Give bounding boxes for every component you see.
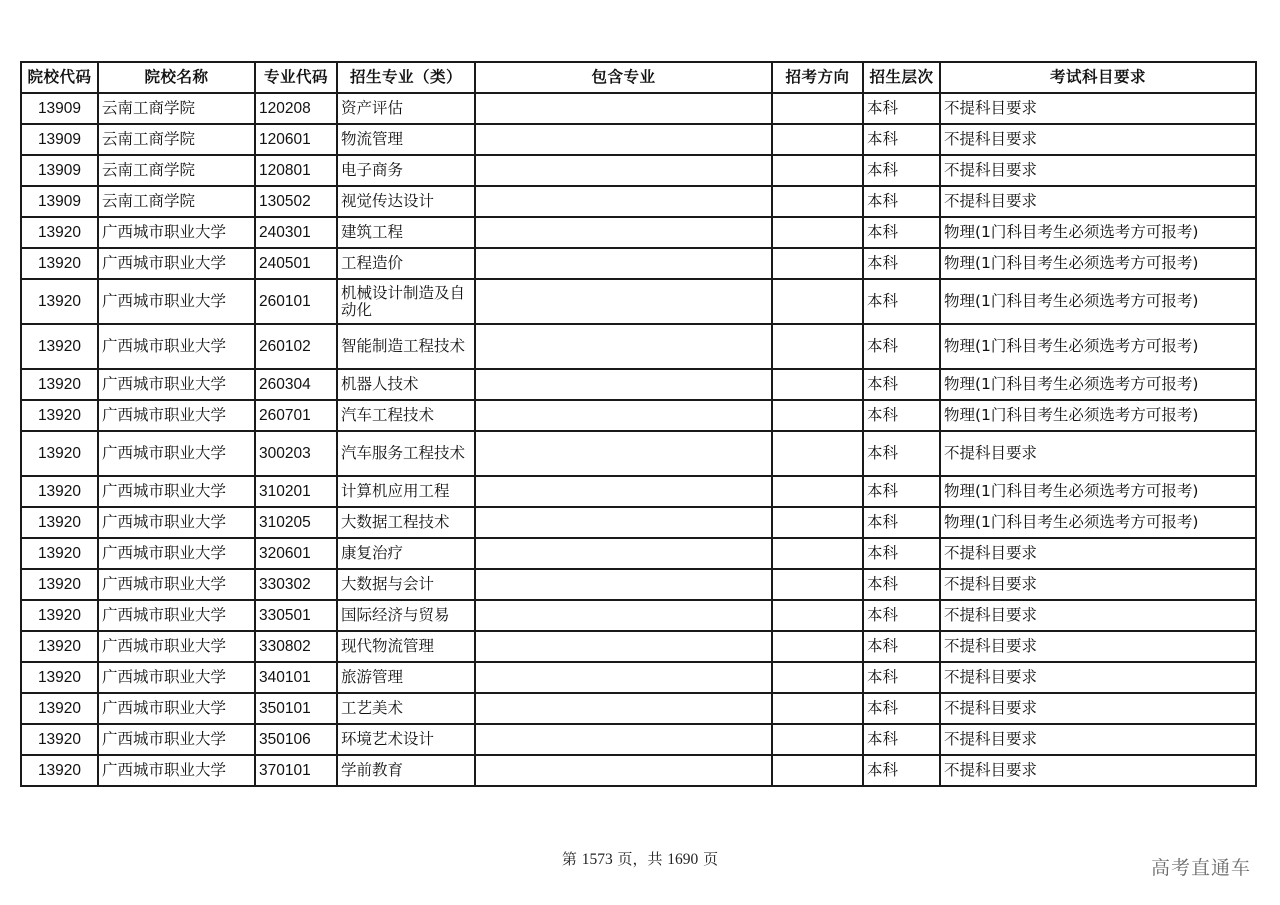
- cell-major: 机械设计制造及自动化: [337, 279, 475, 324]
- table-row: [21, 279, 1256, 324]
- cell-school-name: 广西城市职业大学: [98, 693, 255, 724]
- cell-school-code: 13920: [21, 538, 98, 569]
- cell-direction: [772, 279, 863, 324]
- cell-major-code: 260102: [255, 324, 337, 369]
- cell-direction: [772, 324, 863, 369]
- cell-level: 本科: [863, 248, 940, 279]
- cell-major: 国际经济与贸易: [337, 600, 475, 631]
- cell-school-name: 广西城市职业大学: [98, 755, 255, 786]
- cell-level: 本科: [863, 724, 940, 755]
- cell-major: 工艺美术: [337, 693, 475, 724]
- cell-major-code: 240301: [255, 217, 337, 248]
- cell-included-majors: [475, 217, 772, 248]
- cell-included-majors: [475, 755, 772, 786]
- header-direction: 招考方向: [772, 62, 863, 93]
- cell-school-name: 广西城市职业大学: [98, 600, 255, 631]
- cell-direction: [772, 507, 863, 538]
- cell-requirement: 不提科目要求: [940, 538, 1256, 569]
- cell-school-code: 13920: [21, 248, 98, 279]
- cell-included-majors: [475, 538, 772, 569]
- cell-major-code: 310201: [255, 476, 337, 507]
- cell-requirement: 物理(1门科目考生必须选考方可报考): [940, 507, 1256, 538]
- cell-school-code: 13920: [21, 600, 98, 631]
- cell-school-name: 云南工商学院: [98, 155, 255, 186]
- cell-school-code: 13920: [21, 569, 98, 600]
- cell-major: 环境艺术设计: [337, 724, 475, 755]
- cell-school-code: 13920: [21, 662, 98, 693]
- cell-school-name: 广西城市职业大学: [98, 369, 255, 400]
- cell-level: 本科: [863, 476, 940, 507]
- watermark-text: 高考直通车: [1150, 857, 1251, 879]
- table-row: [21, 124, 1256, 155]
- cell-school-name: 广西城市职业大学: [98, 400, 255, 431]
- cell-level: 本科: [863, 431, 940, 476]
- current-page-number: 1573: [581, 851, 613, 868]
- cell-requirement: 物理(1门科目考生必须选考方可报考): [940, 400, 1256, 431]
- cell-included-majors: [475, 600, 772, 631]
- table-row: [21, 155, 1256, 186]
- cell-direction: [772, 400, 863, 431]
- table-row: [21, 431, 1256, 476]
- cell-direction: [772, 155, 863, 186]
- table-row: [21, 369, 1256, 400]
- cell-requirement: 不提科目要求: [940, 662, 1256, 693]
- cell-major: 现代物流管理: [337, 631, 475, 662]
- cell-school-code: 13920: [21, 755, 98, 786]
- cell-included-majors: [475, 124, 772, 155]
- cell-major: 康复治疗: [337, 538, 475, 569]
- cell-requirement: 物理(1门科目考生必须选考方可报考): [940, 369, 1256, 400]
- cell-level: 本科: [863, 400, 940, 431]
- cell-included-majors: [475, 476, 772, 507]
- cell-requirement: 不提科目要求: [940, 124, 1256, 155]
- cell-level: 本科: [863, 538, 940, 569]
- cell-included-majors: [475, 693, 772, 724]
- table-row: [21, 248, 1256, 279]
- cell-included-majors: [475, 369, 772, 400]
- cell-major: 建筑工程: [337, 217, 475, 248]
- cell-school-code: 13920: [21, 217, 98, 248]
- cell-major-code: 320601: [255, 538, 337, 569]
- header-level: 招生层次: [863, 62, 940, 93]
- cell-major-code: 300203: [255, 431, 337, 476]
- cell-school-code: 13920: [21, 400, 98, 431]
- table-row: [21, 693, 1256, 724]
- table-row: [21, 324, 1256, 369]
- cell-school-name: 广西城市职业大学: [98, 324, 255, 369]
- cell-included-majors: [475, 569, 772, 600]
- cell-requirement: 不提科目要求: [940, 755, 1256, 786]
- cell-level: 本科: [863, 755, 940, 786]
- header-major-code: 专业代码: [255, 62, 337, 93]
- cell-school-name: 广西城市职业大学: [98, 569, 255, 600]
- header-major: 招生专业（类）: [337, 62, 475, 93]
- cell-major: 电子商务: [337, 155, 475, 186]
- cell-major-code: 330302: [255, 569, 337, 600]
- header-included-majors: 包含专业: [475, 62, 772, 93]
- cell-major: 工程造价: [337, 248, 475, 279]
- cell-requirement: 不提科目要求: [940, 724, 1256, 755]
- cell-major: 大数据工程技术: [337, 507, 475, 538]
- cell-major: 智能制造工程技术: [337, 324, 475, 369]
- cell-direction: [772, 217, 863, 248]
- cell-major-code: 260101: [255, 279, 337, 324]
- cell-school-name: 广西城市职业大学: [98, 248, 255, 279]
- cell-school-code: 13920: [21, 507, 98, 538]
- cell-direction: [772, 662, 863, 693]
- cell-included-majors: [475, 400, 772, 431]
- table-header: [21, 62, 1256, 93]
- footer-middle: 页，共: [617, 850, 663, 868]
- cell-school-name: 广西城市职业大学: [98, 724, 255, 755]
- cell-requirement: 不提科目要求: [940, 155, 1256, 186]
- cell-major-code: 350101: [255, 693, 337, 724]
- cell-direction: [772, 538, 863, 569]
- cell-level: 本科: [863, 662, 940, 693]
- cell-major-code: 330802: [255, 631, 337, 662]
- cell-school-name: 广西城市职业大学: [98, 217, 255, 248]
- cell-level: 本科: [863, 186, 940, 217]
- cell-direction: [772, 724, 863, 755]
- cell-direction: [772, 600, 863, 631]
- table-row: [21, 755, 1256, 786]
- cell-level: 本科: [863, 600, 940, 631]
- cell-school-name: 广西城市职业大学: [98, 507, 255, 538]
- cell-included-majors: [475, 324, 772, 369]
- cell-major-code: 350106: [255, 724, 337, 755]
- cell-school-code: 13920: [21, 631, 98, 662]
- cell-school-name: 广西城市职业大学: [98, 662, 255, 693]
- cell-school-code: 13920: [21, 279, 98, 324]
- cell-requirement: 物理(1门科目考生必须选考方可报考): [940, 324, 1256, 369]
- cell-major-code: 120801: [255, 155, 337, 186]
- cell-school-name: 云南工商学院: [98, 124, 255, 155]
- table-row: [21, 600, 1256, 631]
- cell-major: 资产评估: [337, 93, 475, 124]
- cell-level: 本科: [863, 155, 940, 186]
- cell-direction: [772, 248, 863, 279]
- cell-included-majors: [475, 279, 772, 324]
- cell-major: 视觉传达设计: [337, 186, 475, 217]
- cell-requirement: 物理(1门科目考生必须选考方可报考): [940, 217, 1256, 248]
- cell-included-majors: [475, 186, 772, 217]
- cell-school-code: 13909: [21, 155, 98, 186]
- cell-level: 本科: [863, 93, 940, 124]
- total-pages-number: 1690: [667, 851, 699, 868]
- cell-included-majors: [475, 724, 772, 755]
- cell-level: 本科: [863, 124, 940, 155]
- table-row: [21, 569, 1256, 600]
- cell-school-code: 13920: [21, 724, 98, 755]
- page-footer: [0, 848, 1280, 869]
- cell-included-majors: [475, 662, 772, 693]
- cell-direction: [772, 476, 863, 507]
- cell-level: 本科: [863, 693, 940, 724]
- cell-school-name: 广西城市职业大学: [98, 279, 255, 324]
- cell-direction: [772, 631, 863, 662]
- cell-major: 汽车服务工程技术: [337, 431, 475, 476]
- cell-level: 本科: [863, 507, 940, 538]
- cell-included-majors: [475, 431, 772, 476]
- cell-major: 汽车工程技术: [337, 400, 475, 431]
- cell-school-name: 广西城市职业大学: [98, 631, 255, 662]
- cell-major-code: 130502: [255, 186, 337, 217]
- cell-requirement: 物理(1门科目考生必须选考方可报考): [940, 476, 1256, 507]
- cell-school-code: 13920: [21, 431, 98, 476]
- footer-suffix: 页: [703, 850, 719, 868]
- cell-direction: [772, 124, 863, 155]
- cell-requirement: 不提科目要求: [940, 693, 1256, 724]
- cell-level: 本科: [863, 631, 940, 662]
- cell-included-majors: [475, 631, 772, 662]
- cell-school-code: 13909: [21, 124, 98, 155]
- cell-major: 计算机应用工程: [337, 476, 475, 507]
- table-row: [21, 538, 1256, 569]
- cell-major-code: 340101: [255, 662, 337, 693]
- cell-requirement: 不提科目要求: [940, 93, 1256, 124]
- admission-table: [20, 61, 1257, 787]
- header-school-name: 院校名称: [98, 62, 255, 93]
- cell-requirement: 不提科目要求: [940, 631, 1256, 662]
- cell-school-name: 云南工商学院: [98, 186, 255, 217]
- cell-major: 物流管理: [337, 124, 475, 155]
- header-requirement: 考试科目要求: [940, 62, 1256, 93]
- cell-major-code: 370101: [255, 755, 337, 786]
- cell-school-code: 13920: [21, 693, 98, 724]
- table-row: [21, 662, 1256, 693]
- cell-included-majors: [475, 93, 772, 124]
- table-row: [21, 631, 1256, 662]
- cell-requirement: 不提科目要求: [940, 569, 1256, 600]
- header-row: [21, 62, 1256, 93]
- table-row: [21, 186, 1256, 217]
- cell-major-code: 240501: [255, 248, 337, 279]
- cell-direction: [772, 569, 863, 600]
- cell-requirement: 不提科目要求: [940, 600, 1256, 631]
- cell-requirement: 不提科目要求: [940, 431, 1256, 476]
- cell-school-code: 13920: [21, 324, 98, 369]
- cell-school-code: 13920: [21, 369, 98, 400]
- table-row: [21, 724, 1256, 755]
- header-school-code: 院校代码: [21, 62, 98, 93]
- table-row: [21, 476, 1256, 507]
- cell-included-majors: [475, 155, 772, 186]
- cell-school-code: 13909: [21, 186, 98, 217]
- cell-major: 大数据与会计: [337, 569, 475, 600]
- table-row: [21, 507, 1256, 538]
- cell-direction: [772, 93, 863, 124]
- cell-school-name: 云南工商学院: [98, 93, 255, 124]
- footer-prefix: 第: [561, 850, 577, 868]
- cell-included-majors: [475, 507, 772, 538]
- cell-major-code: 260304: [255, 369, 337, 400]
- cell-requirement: 不提科目要求: [940, 186, 1256, 217]
- cell-level: 本科: [863, 217, 940, 248]
- cell-included-majors: [475, 248, 772, 279]
- cell-requirement: 物理(1门科目考生必须选考方可报考): [940, 279, 1256, 324]
- cell-level: 本科: [863, 569, 940, 600]
- cell-direction: [772, 186, 863, 217]
- cell-school-name: 广西城市职业大学: [98, 431, 255, 476]
- cell-requirement: 物理(1门科目考生必须选考方可报考): [940, 248, 1256, 279]
- table-row: [21, 93, 1256, 124]
- cell-major-code: 330501: [255, 600, 337, 631]
- cell-school-name: 广西城市职业大学: [98, 538, 255, 569]
- cell-direction: [772, 693, 863, 724]
- cell-major-code: 120208: [255, 93, 337, 124]
- table-row: [21, 217, 1256, 248]
- cell-level: 本科: [863, 279, 940, 324]
- cell-direction: [772, 369, 863, 400]
- cell-major: 旅游管理: [337, 662, 475, 693]
- cell-level: 本科: [863, 324, 940, 369]
- table-body: [21, 93, 1256, 786]
- cell-level: 本科: [863, 369, 940, 400]
- cell-school-code: 13909: [21, 93, 98, 124]
- cell-major-code: 120601: [255, 124, 337, 155]
- table-row: [21, 400, 1256, 431]
- cell-direction: [772, 755, 863, 786]
- cell-major-code: 260701: [255, 400, 337, 431]
- cell-school-name: 广西城市职业大学: [98, 476, 255, 507]
- cell-direction: [772, 431, 863, 476]
- cell-major: 学前教育: [337, 755, 475, 786]
- cell-major-code: 310205: [255, 507, 337, 538]
- cell-major: 机器人技术: [337, 369, 475, 400]
- cell-school-code: 13920: [21, 476, 98, 507]
